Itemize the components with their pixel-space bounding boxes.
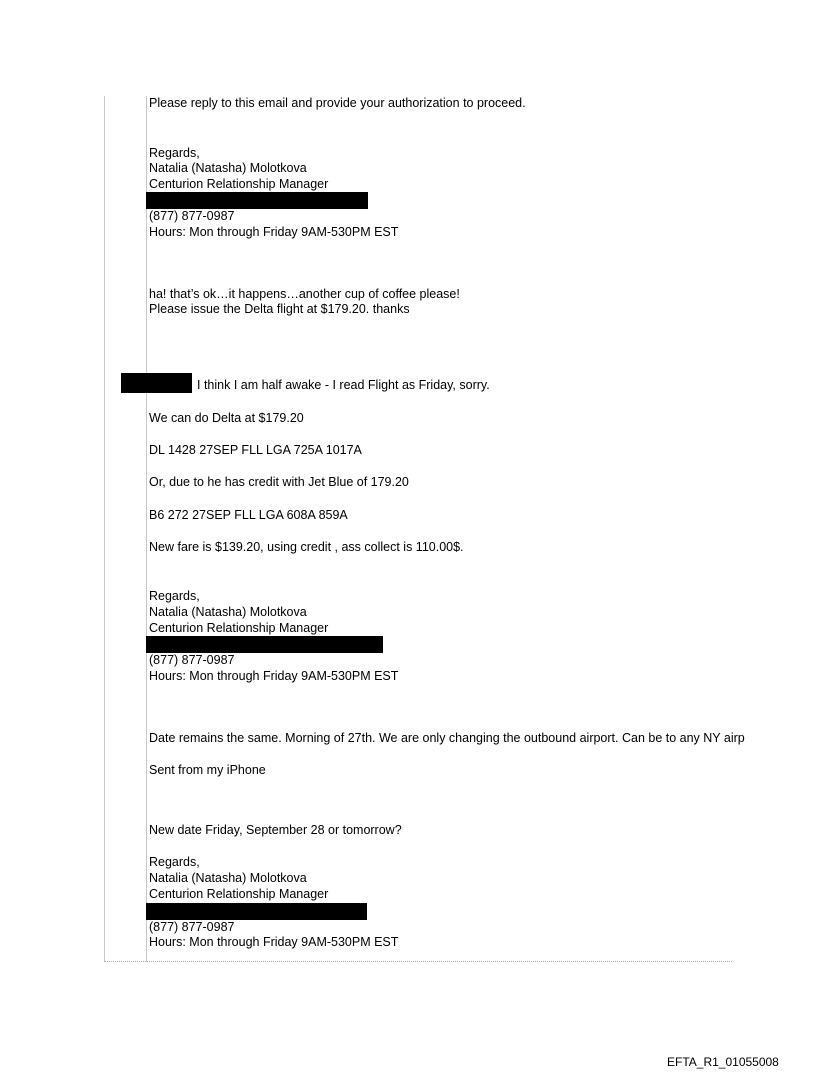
signature-closing: Regards, — [149, 855, 200, 869]
flight-itinerary-line: DL 1428 27SEP FLL LGA 725A 1017A — [149, 443, 362, 457]
signature-title: Centurion Relationship Manager — [149, 887, 329, 901]
quote-bottom-rule — [104, 961, 732, 962]
body-text-line: Please issue the Delta flight at $179.20. thanks — [149, 302, 410, 316]
quote-border-inner — [146, 96, 147, 962]
signature-phone: (877) 877-0987 — [149, 209, 235, 223]
body-text-line: Please reply to this email and provide your authorization to proceed. — [149, 96, 526, 110]
signature-closing: Regards, — [149, 589, 200, 603]
signature-name: Natalia (Natasha) Molotkova — [149, 605, 307, 619]
signature-closing: Regards, — [149, 146, 200, 160]
quote-border-outer — [104, 96, 105, 962]
redaction-bar — [146, 192, 368, 209]
document-id-footer: EFTA_R1_01055008 — [667, 1055, 779, 1069]
signature-hours: Hours: Mon through Friday 9AM-530PM EST — [149, 669, 399, 683]
redaction-bar — [146, 636, 383, 653]
signature-name: Natalia (Natasha) Molotkova — [149, 871, 307, 885]
body-text-line: ha! that’s ok…it happens…another cup of coffee please! — [149, 287, 460, 301]
signature-hours: Hours: Mon through Friday 9AM-530PM EST — [149, 935, 399, 949]
signature-phone: (877) 877-0987 — [149, 653, 235, 667]
signature-hours: Hours: Mon through Friday 9AM-530PM EST — [149, 225, 399, 239]
redaction-bar — [146, 903, 367, 920]
body-text-line: New date Friday, September 28 or tomorrow? — [149, 823, 402, 837]
body-text-line: New fare is $139.20, using credit , ass collect is 110.00$. — [149, 540, 464, 554]
body-text-line: I think I am half awake - I read Flight as Friday, sorry. — [197, 378, 490, 392]
flight-itinerary-line: B6 272 27SEP FLL LGA 608A 859A — [149, 508, 348, 522]
redaction-bar — [121, 373, 192, 393]
signature-title: Centurion Relationship Manager — [149, 621, 329, 635]
signature-phone: (877) 877-0987 — [149, 920, 235, 934]
body-text-line: Date remains the same. Morning of 27th. We are only changing the outbound airport. Can be to any NY airp — [149, 731, 745, 745]
email-client-signature: Sent from my iPhone — [149, 763, 266, 777]
body-text-line: Or, due to he has credit with Jet Blue of 179.20 — [149, 475, 409, 489]
signature-name: Natalia (Natasha) Molotkova — [149, 161, 307, 175]
signature-title: Centurion Relationship Manager — [149, 177, 329, 191]
body-text-line: We can do Delta at $179.20 — [149, 411, 304, 425]
